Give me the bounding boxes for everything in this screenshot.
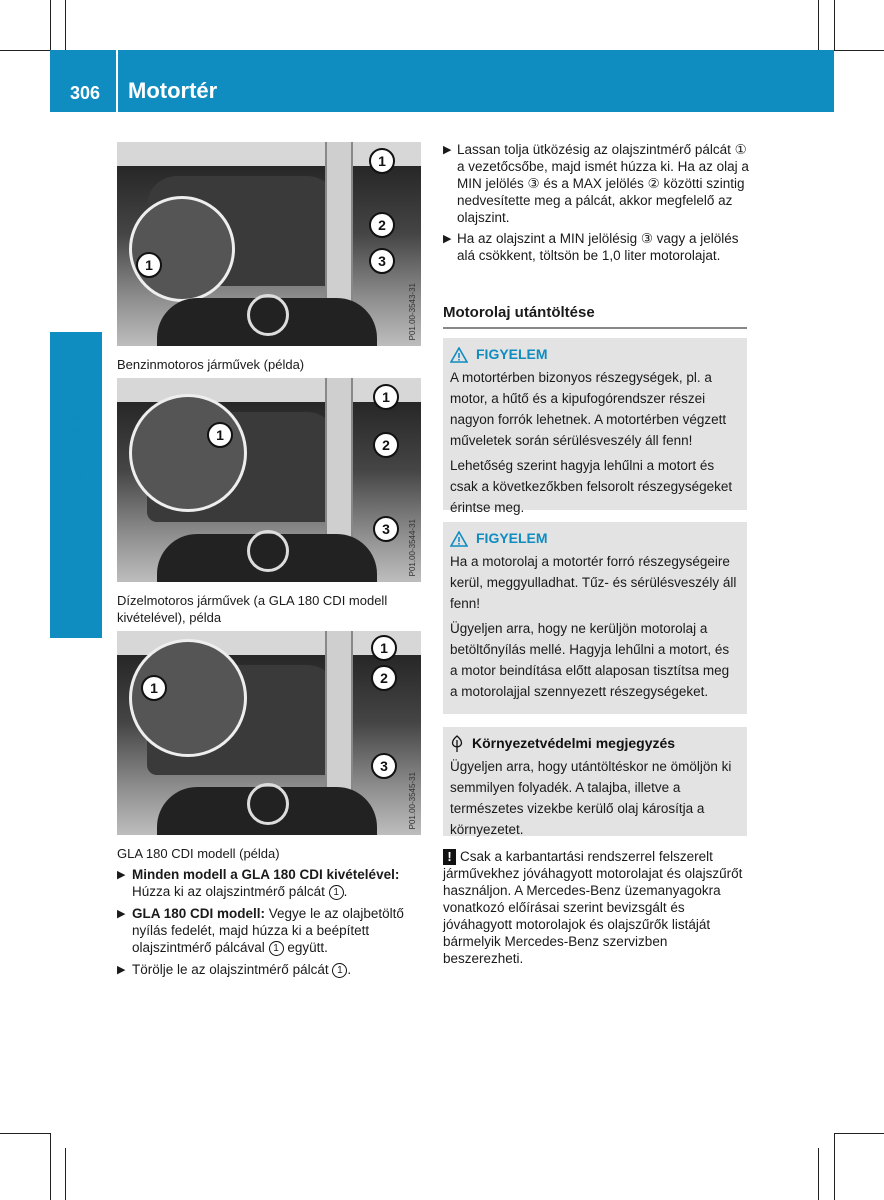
crop-mark bbox=[834, 50, 884, 51]
step-text: Húzza ki az olajszintmérő pálcát bbox=[132, 884, 329, 899]
page-header bbox=[50, 50, 834, 112]
callout-1: 1 bbox=[373, 384, 399, 410]
section-heading: Motorolaj utántöltése bbox=[443, 304, 747, 329]
step-text: Törölje le az olajszintmérő pálcát bbox=[132, 962, 333, 977]
callout-1: 1 bbox=[141, 675, 167, 701]
warning-header bbox=[450, 344, 740, 365]
engine-photo-petrol bbox=[117, 142, 421, 346]
warning-box bbox=[443, 338, 747, 515]
step-text: együtt. bbox=[283, 940, 328, 955]
callout-2: 2 bbox=[369, 212, 395, 238]
warning-triangle-icon bbox=[450, 531, 468, 547]
crop-mark bbox=[65, 1148, 66, 1200]
crop-mark bbox=[65, 0, 66, 50]
left-step-list bbox=[117, 866, 423, 983]
callout-1: 1 bbox=[136, 252, 162, 278]
step-bold: GLA 180 CDI modell: bbox=[132, 906, 266, 921]
callout-3: 3 bbox=[373, 516, 399, 542]
mercedes-star-icon bbox=[247, 530, 289, 572]
crop-mark bbox=[50, 0, 51, 50]
callout-1: 1 bbox=[369, 148, 395, 174]
callout-ref: 1 bbox=[332, 963, 347, 978]
arrow-right-icon: ▶ bbox=[117, 908, 126, 920]
arrow-right-icon: ▶ bbox=[117, 964, 126, 976]
environment-note-title: Környezetvédelmi megjegyzés bbox=[472, 735, 676, 751]
warning-title: FIGYELEM bbox=[476, 530, 548, 546]
arrow-right-icon: ▶ bbox=[117, 869, 126, 881]
image-code: P01.00-3545-31 bbox=[408, 771, 417, 829]
callout-3: 3 bbox=[371, 753, 397, 779]
callout-3: 3 bbox=[369, 248, 395, 274]
crop-mark bbox=[50, 1133, 51, 1200]
callout-ref: 1 bbox=[269, 941, 284, 956]
warning-title: FIGYELEM bbox=[476, 346, 548, 362]
caution-note-text: Csak a karbantartási rendszerrel felszerelt járművekhez jóváhagyott motorolajat és olajszűrőt használjon. A Mercedes-Benz üzemanyagokra vonatkozó előírásai szerint bevizsgált és jóváhagyott motorolajok és olajszűrők listáját bármelyik Mercedes-Benz szervizben beszerezheti. bbox=[443, 849, 743, 966]
chapter-tab-label: Karbantartás és ápolás bbox=[64, 354, 87, 586]
crop-mark bbox=[834, 1133, 835, 1200]
caution-note bbox=[443, 848, 749, 967]
warning-text: A motortérben bizonyos részegységek, pl. a motor, a hűtő és a kipufogórendszer részei nagyon forrók lehetnek. A motortérben végzett műveletek során sérülésveszély áll fenn! bbox=[450, 370, 727, 448]
list-item bbox=[117, 866, 423, 900]
detail-inset bbox=[129, 196, 235, 302]
step-text: Vegye le az olajbetöltő nyílás fedelét, majd húzza ki a beépített olajszintmérő pálcával bbox=[132, 906, 404, 955]
detail-inset bbox=[129, 394, 247, 512]
right-step-list bbox=[443, 141, 749, 268]
engine-photo-diesel bbox=[117, 378, 421, 582]
crop-mark bbox=[0, 1133, 50, 1134]
list-item bbox=[117, 905, 423, 956]
header-divider bbox=[116, 50, 118, 112]
leaf-icon bbox=[450, 735, 464, 753]
engine-photo-gla180cdi bbox=[117, 631, 421, 835]
list-item bbox=[443, 141, 749, 226]
environment-note-header bbox=[450, 733, 740, 754]
arrow-right-icon: ▶ bbox=[443, 144, 452, 156]
list-item bbox=[117, 961, 423, 978]
warning-box bbox=[443, 522, 747, 714]
crop-mark bbox=[818, 1148, 819, 1200]
callout-ref: 1 bbox=[329, 885, 344, 900]
page-title: Motortér bbox=[128, 78, 218, 103]
warning-header bbox=[450, 528, 740, 549]
exclamation-icon: ! bbox=[443, 849, 456, 865]
mercedes-star-icon bbox=[247, 783, 289, 825]
callout-2: 2 bbox=[371, 665, 397, 691]
environment-note-text: Ügyeljen arra, hogy utántöltéskor ne ömöljön ki semmilyen folyadék. A talajba, illetve a természetes vizekbe kerülő olaj károsítja a környezetet. bbox=[450, 759, 732, 837]
list-item bbox=[443, 230, 749, 264]
warning-text: Ügyeljen arra, hogy ne kerüljön motorolaj a betöltőnyílás mellé. Hagyja lehűlni a motort, és a motor beindítása előtt alaposan tisztítsa meg a motorolajjal szennyezett részegységeket. bbox=[450, 621, 730, 699]
page-number: 306 bbox=[70, 83, 101, 103]
step-text: . bbox=[347, 962, 352, 977]
step-bold: Minden modell a GLA 180 CDI kivételével: bbox=[132, 867, 400, 882]
crop-mark bbox=[818, 0, 819, 50]
warning-triangle-icon bbox=[450, 347, 468, 363]
image-code: P01.00-3543-31 bbox=[408, 282, 417, 340]
environment-note-box bbox=[443, 727, 747, 836]
crop-mark bbox=[834, 1133, 884, 1134]
crop-mark bbox=[0, 50, 50, 51]
callout-1: 1 bbox=[207, 422, 233, 448]
step-text: . bbox=[343, 884, 348, 899]
warning-text: Ha a motorolaj a motortér forró részegységeire kerül, meggyulladhat. Tűz- és sérülésveszély áll fenn! bbox=[450, 554, 737, 611]
image-caption: GLA 180 CDI modell (példa) bbox=[117, 846, 280, 861]
callout-2: 2 bbox=[373, 432, 399, 458]
image-caption: Dízelmotoros járművek (a GLA 180 CDI modell kivételével), példa bbox=[117, 593, 388, 625]
image-code: P01.00-3544-31 bbox=[408, 518, 417, 576]
callout-1: 1 bbox=[371, 635, 397, 661]
image-caption: Benzinmotoros járművek (példa) bbox=[117, 357, 305, 372]
arrow-right-icon: ▶ bbox=[443, 233, 452, 245]
warning-text: Lehetőség szerint hagyja lehűlni a motort és csak a következőkben felsorolt részegységeket érintse meg. bbox=[450, 458, 733, 515]
crop-mark bbox=[834, 0, 835, 50]
step-text: Lassan tolja ütközésig az olajszintmérő pálcát ① a vezetőcsőbe, majd ismét húzza ki. Ha az olaj a MIN jelölés ③ és a MAX jelölés ② közötti szintig nedvesítette meg a pálcát, akkor megfelelő az olajszint. bbox=[457, 142, 749, 225]
step-text: Ha az olajszint a MIN jelölésig ③ vagy a jelölés alá csökkent, töltsön be 1,0 liter motorolajat. bbox=[457, 231, 739, 263]
mercedes-star-icon bbox=[247, 294, 289, 336]
